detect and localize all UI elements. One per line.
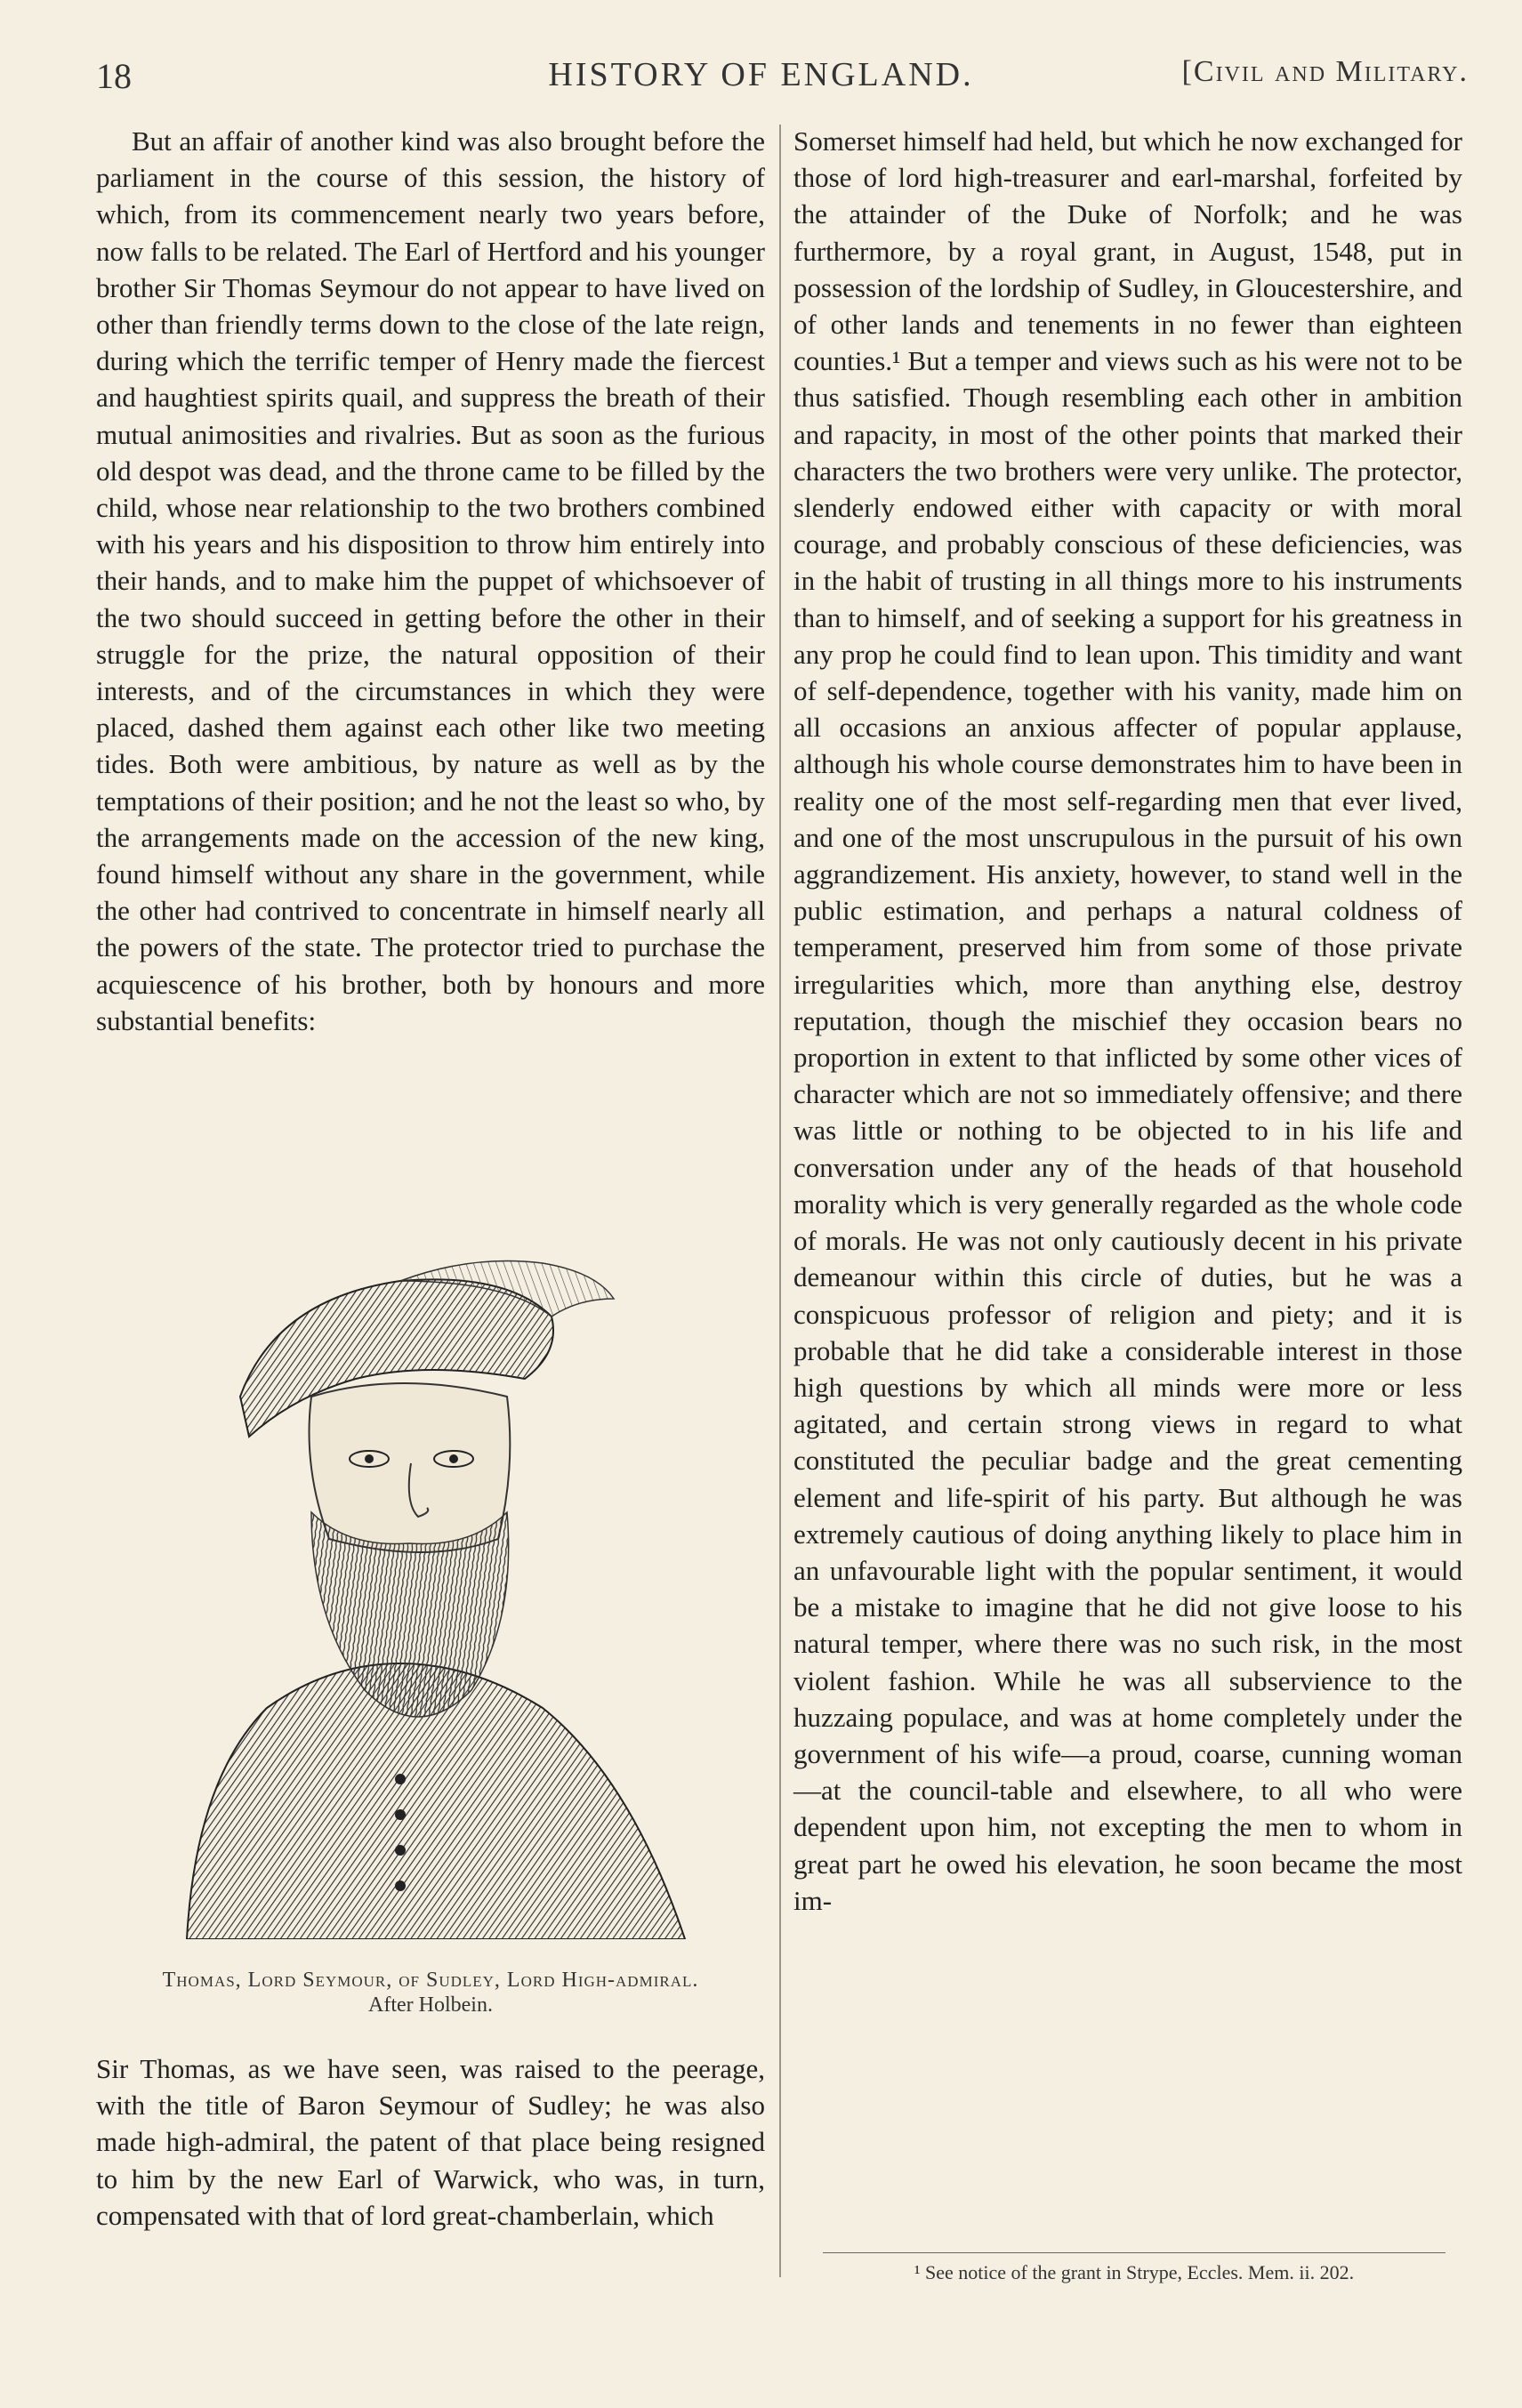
page-number: 18	[96, 56, 132, 96]
caption-title: Thomas, Lord Seymour, of Sudley, Lord High-admiral.	[162, 1969, 699, 1992]
caption-attribution: After Holbein.	[368, 1993, 493, 2017]
portrait-caption	[96, 1968, 765, 2017]
footnote: ¹ See notice of the grant in Strype, Eccles. Mem. ii. 202.	[914, 2261, 1355, 2283]
right-column	[793, 123, 1462, 1919]
left-column	[96, 123, 765, 1039]
paragraph-intro: But an affair of another kind was also brought before the parliament in the course of this session, the history of which, from its commencement nearly two years before, now falls to be related. The Earl of Hertford and his younger brother Sir Thomas Seymour do not appear to have lived on other than friendly terms down to the close of the late reign, during which the terrific temper of Henry made the fiercest and haughtiest spirits quail, and suppress the breath of their mutual animosities and rivalries. But as soon as the furious old despot was dead, and the throne came to be filled by the child, whose near relationship to the two brothers combined with his years and his disposition to throw him entirely into their hands, and to make him the puppet of whichsoever of the two should succeed in getting before the other in their struggle for the prize, the natural opposition of their interests, and of the circumstances in which they were placed, dashed them against each other like two meeting tides. Both were ambitious, by nature as well as by the temptations of their position; and he not the least so who, by the arrangements made on the accession of the new king, found himself without any share in the government, while the other had contrived to concentrate in himself nearly all the powers of the state. The protector tried to purchase the acquiescence of his brother, both by honours and more substantial benefits:	[96, 125, 765, 1036]
section-label: [Civil and Military.	[1181, 55, 1469, 88]
page-header	[0, 0, 1522, 125]
left-column-lower	[96, 2050, 765, 2234]
running-title: HISTORY OF ENGLAND.	[548, 56, 974, 93]
footnote-rule	[823, 2252, 1445, 2253]
paragraph-continued: Somerset himself had held, but which he now exchanged for those of lord high-treasurer and earl-marshal, forfeited by the attainder of the Duke of Norfolk; and he was furthermore, by a royal grant, in August, 1548, put in possession of the lordship of Sudley, in Gloucestershire, and of other lands and tenements in no fewer than eighteen counties.¹ But a temper and views such as his were not to be thus satisfied. Though resembling each other in ambition and rapacity, in most of the other points that marked their characters the two brothers were very unlike. The protector, slenderly endowed either with capacity or with moral courage, and probably conscious of these deficiencies, was in the habit of trusting in all things more to his instruments than to himself, and of seeking a support for his greatness in any prop he could find to lean upon. This timidity and want of self-dependence, together with his vanity, made him on all occasions an anxious affecter of popular applause, although his whole course demonstrates him to have been in reality one of the most self-regarding men that ever lived, and one of the most unscrupulous in the pursuit of his own aggrandizement. His anxiety, however, to stand well in the public estimation, and perhaps a natural coldness of temperament, preserved him from some of those private irregularities which, more than anything else, destroy reputation, though the mischief they occasion bears no proportion in extent to that inflicted by some other vices of character which are not so immediately offensive; and there was little or nothing to be objected to in his life and conversation under any of the heads of that household morality which is very generally regarded as the whole code of morals. He was not only cautiously decent in his private demeanour within this circle of duties, but he was a conspicuous professor of religion and piety; and it is probable that he did take a considerable interest in those high questions by which all minds were more or less agitated, and certain strong views in regard to what constituted the peculiar badge and the great cementing element and life-spirit of his party. But although he was extremely cautious of doing anything likely to place him in an unfavourable light with the popular sentiment, it would be a mistake to imagine that he did not give loose to his natural temper, where there was no such risk, in the most violent fashion. While he was all subservience to the huzzaing populace, and was at home completely under the government of his wife—a proud, coarse, cunning woman—at the council-table and elsewhere, to all who were dependent upon him, not excepting the men to whom in great part he owed his elevation, he soon became the most im-	[793, 125, 1462, 1916]
portrait-engraving	[133, 1245, 747, 1939]
column-divider	[779, 125, 781, 2277]
paragraph-sir-thomas: Sir Thomas, as we have seen, was raised to the peerage, with the title of Baron Seymour of Sudley; he was also made high-admiral, the patent of that place being resigned to him by the new Earl of Warwick, who was, in turn, compensated with that of lord great-chamberlain, which	[96, 2053, 765, 2231]
